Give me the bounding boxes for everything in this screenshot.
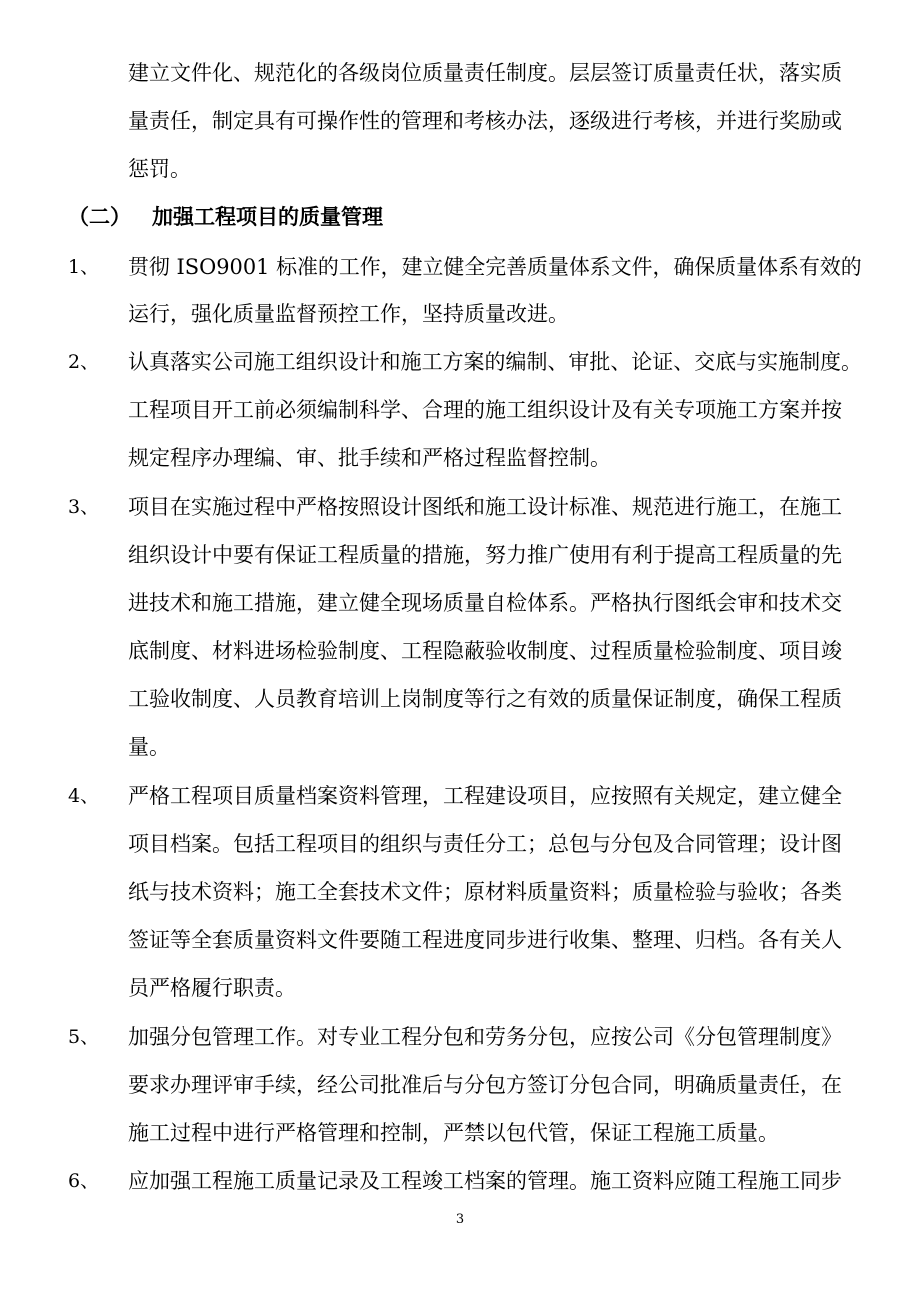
page-number: 3 bbox=[455, 1212, 465, 1227]
item-line: 进技术和施工措施，建立健全现场质量自检体系。严格执行图纸会审和技术交 bbox=[128, 591, 842, 615]
item-number: 2、 bbox=[68, 351, 100, 373]
item-line: 项目档案。包括工程项目的组织与责任分工；总包与分包及合同管理；设计图 bbox=[128, 832, 842, 856]
item-number: 4、 bbox=[68, 785, 100, 807]
item-line: 签证等全套质量资料文件要随工程进度同步进行收集、整理、归档。各有关人 bbox=[128, 928, 842, 952]
item-line: 严格工程项目质量档案资料管理，工程建设项目，应按照有关规定，建立健全 bbox=[128, 784, 842, 808]
item-line: 要求办理评审手续，经公司批准后与分包方签订分包合同，明确质量责任，在 bbox=[128, 1073, 842, 1097]
item-line: 项目在实施过程中严格按照设计图纸和施工设计标准、规范进行施工，在施工 bbox=[128, 495, 842, 519]
item-line: 贯彻 ISO9001 标准的工作，建立健全完善质量体系文件，确保质量体系有效的 bbox=[128, 255, 862, 279]
item-line: 规定程序办理编、审、批手续和严格过程监督控制。 bbox=[128, 446, 611, 470]
item-number: 6、 bbox=[68, 1170, 100, 1192]
section-title: 加强工程项目的质量管理 bbox=[152, 204, 383, 229]
section-number: （二） bbox=[68, 204, 131, 229]
item-line: 应加强工程施工质量记录及工程竣工档案的管理。施工资料应随工程施工同步 bbox=[128, 1169, 842, 1193]
item-line: 量。 bbox=[128, 735, 170, 759]
item-line: 运行，强化质量监督预控工作，坚持质量改进。 bbox=[128, 302, 569, 326]
item-number: 1、 bbox=[68, 256, 100, 278]
intro-line: 量责任，制定具有可操作性的管理和考核办法，逐级进行考核，并进行奖励或 bbox=[128, 109, 842, 133]
intro-line: 惩罚。 bbox=[128, 157, 191, 181]
item-line: 工程项目开工前必须编制科学、合理的施工组织设计及有关专项施工方案并按 bbox=[128, 398, 842, 422]
intro-line: 建立文件化、规范化的各级岗位质量责任制度。层层签订质量责任状，落实质 bbox=[128, 61, 842, 85]
item-line: 员严格履行职责。 bbox=[128, 976, 296, 1000]
item-line: 施工过程中进行严格管理和控制，严禁以包代管，保证工程施工质量。 bbox=[128, 1121, 779, 1145]
item-number: 3、 bbox=[68, 496, 100, 518]
item-line: 纸与技术资料；施工全套技术文件；原材料质量资料；质量检验与验收；各类 bbox=[128, 880, 842, 904]
item-line: 组织设计中要有保证工程质量的措施，努力推广使用有利于提高工程质量的先 bbox=[128, 543, 842, 567]
item-line: 认真落实公司施工组织设计和施工方案的编制、审批、论证、交底与实施制度。 bbox=[128, 350, 862, 374]
item-line: 工验收制度、人员教育培训上岗制度等行之有效的质量保证制度，确保工程质 bbox=[128, 687, 842, 711]
item-line: 加强分包管理工作。对专业工程分包和劳务分包，应按公司《分包管理制度》 bbox=[128, 1025, 842, 1049]
item-line: 底制度、材料进场检验制度、工程隐蔽验收制度、过程质量检验制度、项目竣 bbox=[128, 639, 842, 663]
item-number: 5、 bbox=[68, 1026, 100, 1048]
